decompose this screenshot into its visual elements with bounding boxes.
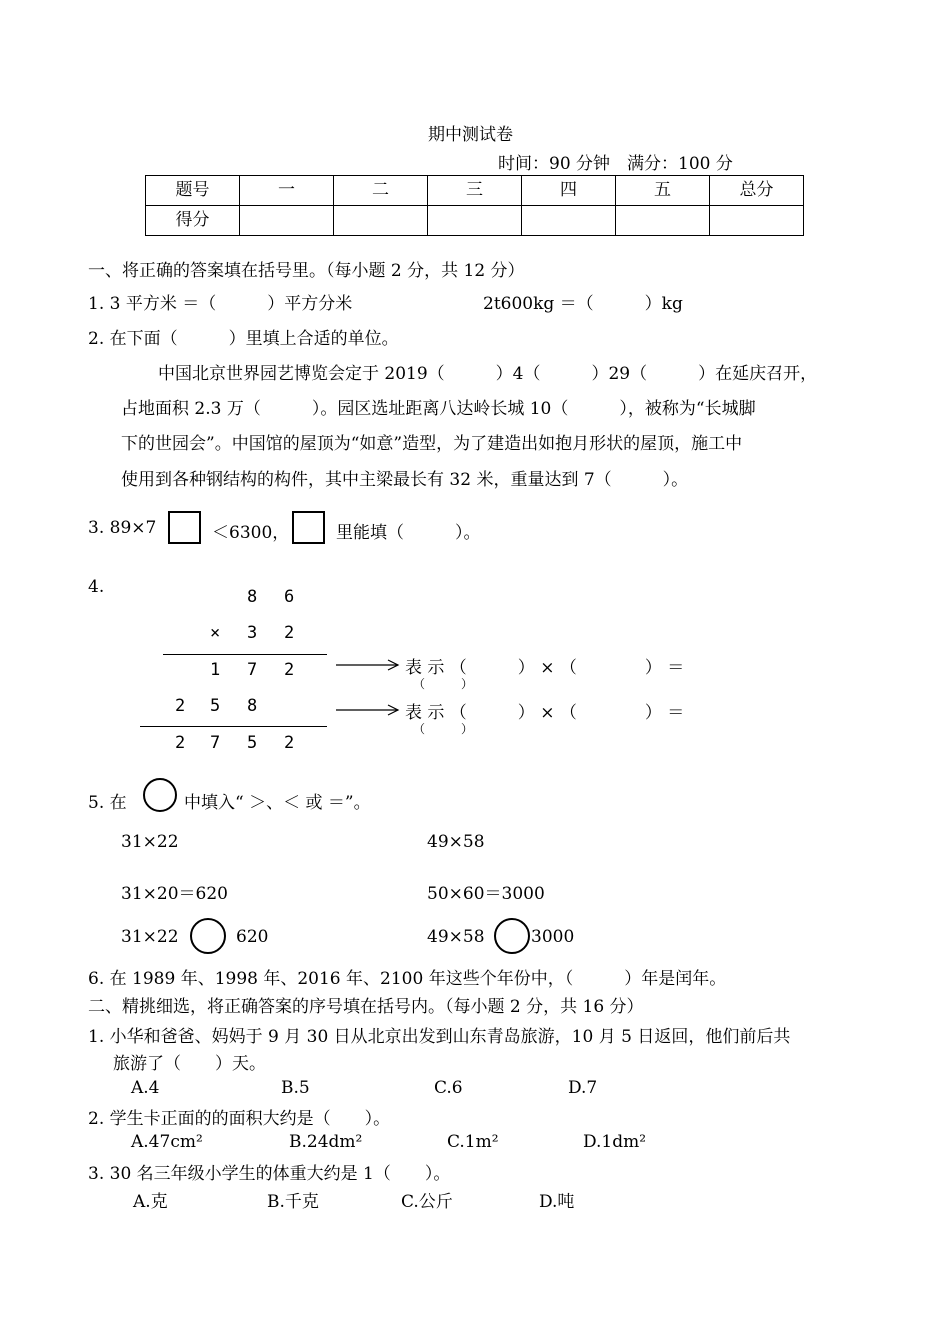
- arrow-1-text: 表 示 （ ） × （ ） ＝: [405, 658, 685, 678]
- compare-circle[interactable]: [190, 918, 226, 954]
- page-title: 期中测试卷: [428, 125, 513, 145]
- digit: 2: [175, 696, 186, 716]
- expr: 49×58: [427, 927, 485, 947]
- expr: 31×22: [121, 832, 179, 852]
- table-cell: 五: [616, 176, 710, 206]
- score-input-cell[interactable]: [334, 206, 428, 236]
- score-input-cell[interactable]: [522, 206, 616, 236]
- question-1-part-a: 1. 3 平方米 ＝（ ）平方分米: [88, 294, 353, 314]
- arrow-right-icon: [336, 703, 402, 717]
- s2-question-2: 2. 学生卡正面的的面积大约是（ ）。: [88, 1109, 391, 1129]
- question-5-prefix: 5. 在: [88, 793, 127, 813]
- option[interactable]: D.7: [568, 1078, 598, 1098]
- digit: 2: [284, 623, 295, 643]
- question-3-middle: ＜6300，: [212, 523, 290, 543]
- option[interactable]: C.1m²: [447, 1132, 499, 1152]
- digit: 2: [284, 733, 295, 753]
- digit: 8: [247, 696, 258, 716]
- expr: 31×20＝620: [121, 884, 228, 904]
- option[interactable]: A.47cm²: [131, 1132, 203, 1152]
- s2-question-1-line2: 旅游了（ ）天。: [113, 1054, 266, 1074]
- table-cell: 总分: [710, 176, 804, 206]
- digit: 3: [247, 623, 258, 643]
- digit: 6: [284, 587, 295, 607]
- digit: 2: [175, 733, 186, 753]
- question-3-prefix: 3. 89×7: [88, 518, 157, 538]
- exam-meta: 时间：90 分钟 满分：100 分: [498, 154, 733, 174]
- question-5-suffix: 中填入“ ＞、＜ 或 ＝”。: [184, 793, 371, 813]
- option[interactable]: A.克: [133, 1192, 168, 1212]
- question-2: 2. 在下面（ ）里填上合适的单位。: [88, 329, 399, 349]
- score-input-cell[interactable]: [710, 206, 804, 236]
- table-cell: 题号: [146, 176, 240, 206]
- score-input-cell[interactable]: [616, 206, 710, 236]
- answer-box[interactable]: [292, 511, 325, 544]
- answer-box[interactable]: [168, 511, 201, 544]
- option[interactable]: D.1dm²: [583, 1132, 647, 1152]
- expr: 31×22: [121, 927, 179, 947]
- digit: 7: [247, 660, 258, 680]
- expr: 50×60＝3000: [427, 884, 545, 904]
- option[interactable]: C.公斤: [401, 1192, 453, 1212]
- question-2-passage-line: 下的世园会”。中国馆的屋顶为“如意”造型，为了建造出如抱月形状的屋顶，施工中: [121, 434, 743, 454]
- question-1-part-b: 2t600kg ＝（ ）kg: [483, 294, 683, 314]
- question-6: 6. 在 1989 年、1998 年、2016 年、2100 年这些个年份中，（ ）年是闰年。: [88, 969, 727, 989]
- table-cell: 三: [428, 176, 522, 206]
- expr: 49×58: [427, 832, 485, 852]
- divider-line: [140, 726, 327, 727]
- divider-line: [163, 654, 327, 655]
- score-input-cell[interactable]: [240, 206, 334, 236]
- question-3-suffix: 里能填（ ）。: [336, 523, 481, 543]
- question-2-passage-line: 中国北京世界园艺博览会定于 2019（ ）4（ ）29（ ）在延庆召开，: [158, 364, 818, 384]
- digit: 5: [210, 696, 221, 716]
- times-sign: ×: [210, 623, 221, 643]
- table-cell: 二: [334, 176, 428, 206]
- table-cell: 四: [522, 176, 616, 206]
- option[interactable]: C.6: [434, 1078, 463, 1098]
- compare-circle[interactable]: [494, 918, 530, 954]
- digit: 7: [210, 733, 221, 753]
- question-4-label: 4.: [88, 577, 105, 597]
- question-2-passage-line: 使用到各种钢结构的构件，其中主梁最长有 32 米，重量达到 7（ ）。: [121, 470, 689, 490]
- score-table-score-row: [146, 206, 804, 236]
- option[interactable]: D.吨: [539, 1192, 575, 1212]
- s2-question-1: 1. 小华和爸爸、妈妈于 9 月 30 日从北京出发到山东青岛旅游，10 月 5 日返回，他们前后共: [88, 1027, 791, 1047]
- score-table: [145, 175, 804, 236]
- score-table-header-row: [146, 176, 804, 206]
- digit: 8: [247, 587, 258, 607]
- digit: 1: [210, 660, 221, 680]
- arrow-2-tail: （ ）: [413, 722, 474, 736]
- arrow-2-text: 表 示 （ ） × （ ） ＝: [405, 703, 685, 723]
- section-2-heading: 二、精挑细选，将正确答案的序号填在括号内。（每小题 2 分，共 16 分）: [88, 997, 644, 1017]
- option[interactable]: B.24dm²: [289, 1132, 363, 1152]
- digit: 5: [247, 733, 258, 753]
- arrow-right-icon: [336, 658, 402, 672]
- option[interactable]: B.5: [281, 1078, 310, 1098]
- option[interactable]: B.千克: [267, 1192, 319, 1212]
- section-1-heading: 一、将正确的答案填在括号里。（每小题 2 分，共 12 分）: [88, 261, 525, 281]
- circle-icon: [143, 778, 177, 812]
- s2-question-3: 3. 30 名三年级小学生的体重大约是 1（ ）。: [88, 1164, 451, 1184]
- question-2-passage-line: 占地面积 2.3 万（ ）。园区选址距离八达岭长城 10（ ），被称为“长城脚: [121, 399, 756, 419]
- option[interactable]: A.4: [131, 1078, 160, 1098]
- score-input-cell[interactable]: [428, 206, 522, 236]
- table-cell: 一: [240, 176, 334, 206]
- expr: 3000: [531, 927, 575, 947]
- table-cell: 得分: [146, 206, 240, 236]
- expr: 620: [236, 927, 269, 947]
- arrow-1-tail: （ ）: [413, 677, 474, 691]
- digit: 2: [284, 660, 295, 680]
